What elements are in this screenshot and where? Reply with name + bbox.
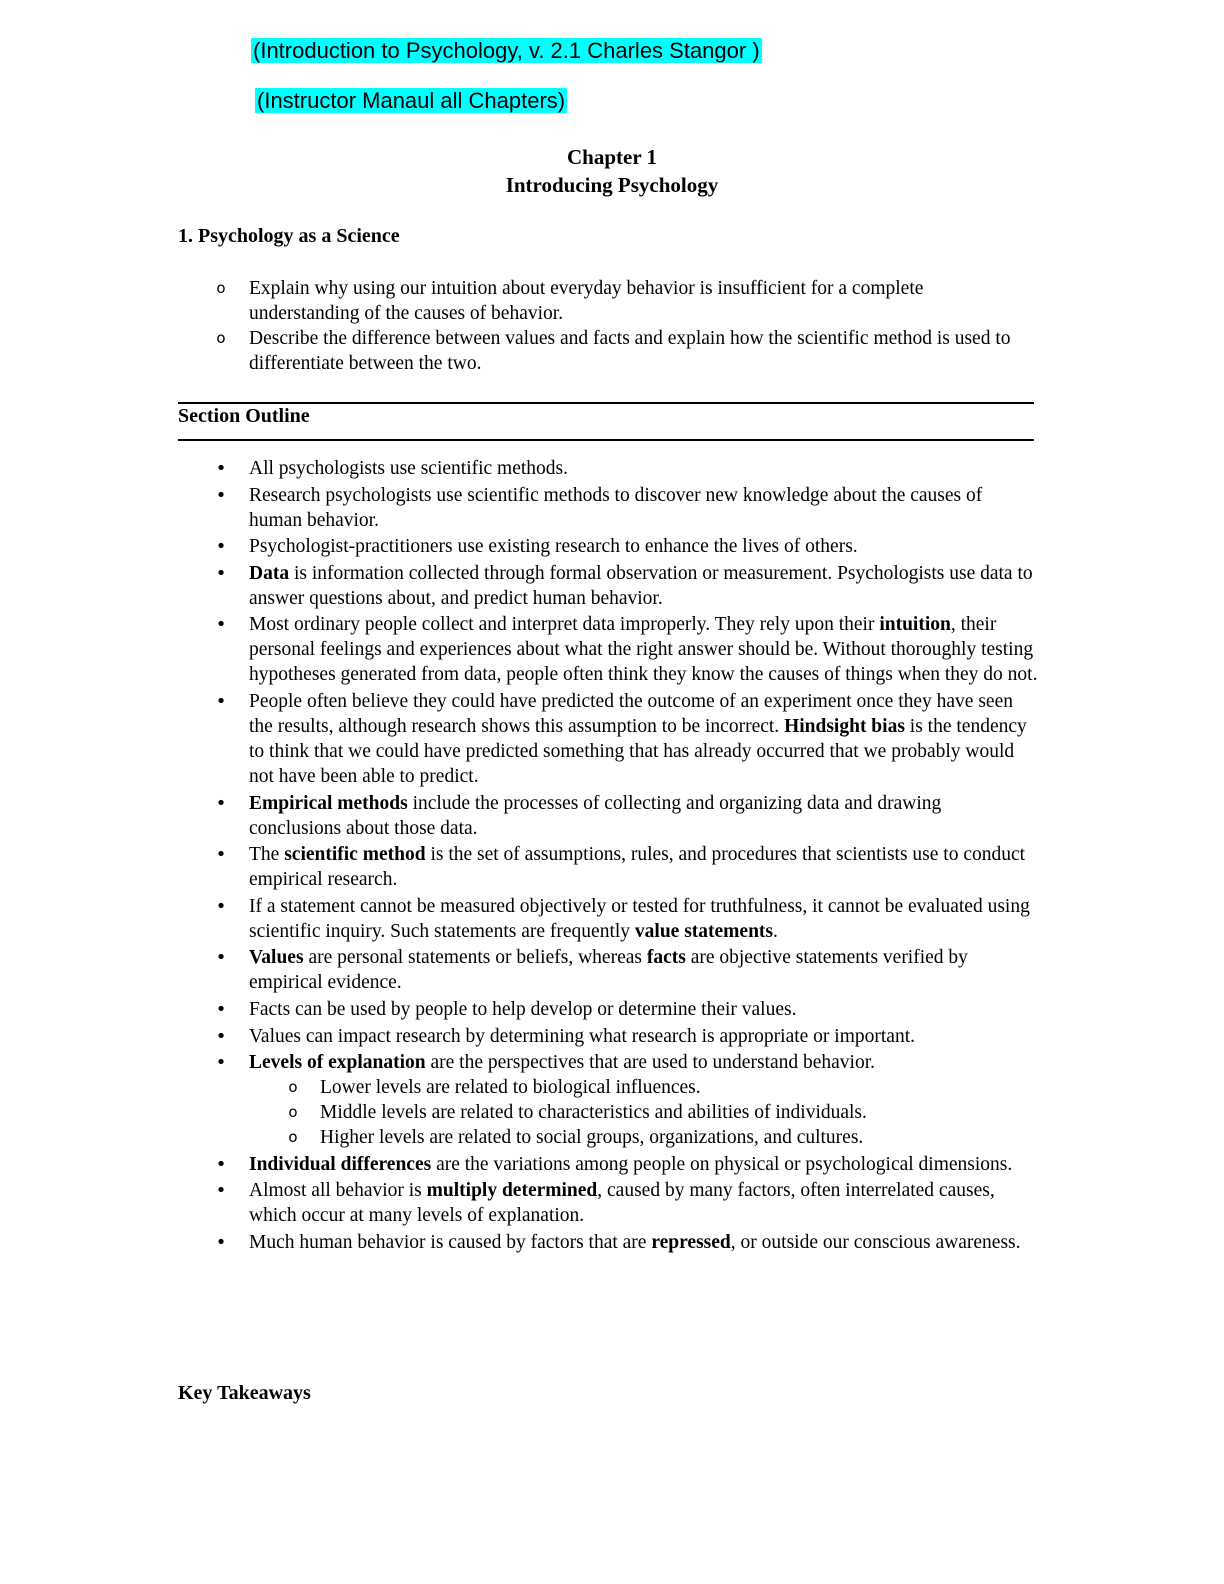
circle-bullet-icon: o: [288, 1103, 298, 1122]
list-item: [178, 276, 1038, 326]
text-run: Facts can be used by people to help develop or determine their values.: [249, 998, 797, 1020]
list-item: [178, 842, 1038, 892]
text-run: Values can impact research by determining what research is appropriate or important.: [249, 1025, 915, 1047]
bullet-icon: •: [215, 1180, 227, 1202]
text-run: is the set of assumptions, rules, and procedures that scientists use to conduct empirical research.: [249, 844, 1026, 891]
list-item: [178, 456, 1038, 481]
outline-item-text: [249, 947, 968, 993]
list-item: [178, 1178, 1038, 1228]
chapter-number: Chapter 1: [566, 145, 658, 169]
outline-item-text: [249, 1026, 915, 1047]
list-item: [178, 612, 1038, 687]
bullet-icon: •: [215, 844, 227, 866]
text-run: , caused by many factors, often interrelated causes, which occur at many levels of explanation.: [249, 1180, 995, 1227]
bullet-icon: •: [215, 895, 227, 917]
list-item: [178, 483, 1038, 533]
divider-bottom: [178, 439, 1034, 441]
text-run: If a statement cannot be measured objectively or tested for truthfulness, it cannot be evaluated using scientific inquiry. Such statements are frequently: [249, 895, 1030, 942]
outline-item-text: [249, 458, 568, 479]
bullet-icon: •: [215, 614, 227, 636]
list-item: [178, 1050, 1038, 1150]
bullet-icon: •: [215, 947, 227, 969]
circle-bullet-icon: o: [288, 1078, 298, 1097]
key-term: Individual differences: [249, 1153, 432, 1175]
outline-item-text: [249, 1232, 1021, 1253]
learning-objectives-list: [178, 276, 1038, 376]
bullet-icon: •: [215, 1153, 227, 1175]
sub-item-text: Middle levels are related to characteristics and abilities of individuals.: [320, 1102, 867, 1124]
list-item: [178, 791, 1038, 841]
text-run: are personal statements or beliefs, whereas: [303, 947, 647, 969]
text-run: Much human behavior is caused by factors that are: [249, 1231, 652, 1253]
key-term: Values: [249, 947, 304, 969]
bullet-icon: •: [215, 690, 227, 712]
text-run: .: [773, 920, 778, 942]
circle-bullet-icon: o: [216, 329, 226, 347]
text-run: Research psychologists use scientific methods to discover new knowledge about the causes of human behavior.: [249, 484, 983, 531]
bullet-icon: •: [215, 484, 227, 506]
sub-list-item: [249, 1100, 1038, 1125]
key-term: facts: [646, 947, 686, 969]
text-run: The: [249, 844, 285, 866]
section-outline-list: [178, 456, 1038, 1257]
bullet-icon: •: [215, 536, 227, 558]
bullet-icon: •: [215, 792, 227, 814]
text-run: is the tendency to think that we could have predicted something that has already occurred that we probably would not have been able to predict.: [249, 715, 1027, 787]
list-item: [178, 534, 1038, 559]
outline-item-text: [249, 844, 1025, 890]
key-term: Levels of explanation: [249, 1052, 426, 1074]
list-item: [178, 1024, 1038, 1049]
highlighted-book-title: [251, 38, 762, 64]
chapter-title: Introducing Psychology: [505, 173, 719, 197]
text-run: Almost all behavior is: [249, 1180, 427, 1202]
text-run: People often believe they could have predicted the outcome of an experiment once they have seen the results, although research shows this assumption to be incorrect.: [249, 690, 1013, 737]
outline-item-text: [249, 485, 982, 531]
bullet-icon: •: [215, 1052, 227, 1074]
text-run: are the perspectives that are used to understand behavior.: [425, 1052, 876, 1074]
bullet-icon: •: [215, 1025, 227, 1047]
bullet-icon: •: [215, 998, 227, 1020]
outline-item-text: [249, 1052, 875, 1073]
key-term: scientific method: [284, 844, 426, 866]
key-term: multiply determined: [426, 1180, 598, 1202]
key-term: Empirical methods: [249, 792, 408, 814]
list-item: [178, 1152, 1038, 1177]
list-item: [178, 561, 1038, 611]
highlighted-manual-title: [255, 88, 567, 114]
sub-list-item: [249, 1075, 1038, 1100]
key-term: intuition: [879, 614, 951, 636]
outline-item-text: [249, 999, 796, 1020]
section-outline-heading: Section Outline: [178, 405, 310, 427]
list-item: [178, 1230, 1038, 1255]
outline-item-text: [249, 1154, 1012, 1175]
sub-list: [249, 1075, 1038, 1150]
key-term: value statements: [634, 920, 774, 942]
objective-text: Explain why using our intuition about everyday behavior is insufficient for a complete understanding of the causes of behavior.: [249, 278, 924, 324]
outline-item-text: [249, 563, 1033, 609]
bullet-icon: •: [215, 562, 227, 584]
text-run: , their personal feelings and experiences about what the right answer should be. Without thoroughly testing hypotheses generated from data, people often think they know the causes of things when they do not.: [249, 614, 1038, 686]
outline-item-text: [249, 896, 1030, 942]
key-term: repressed: [651, 1231, 731, 1253]
section-heading: 1. Psychology as a Science: [178, 225, 400, 247]
list-item: [178, 945, 1038, 995]
outline-item-text: [249, 614, 1037, 685]
outline-item-text: [249, 691, 1027, 787]
highlighted-book-title-text: (Introduction to Psychology, v. 2.1 Charles Stangor ): [253, 38, 760, 63]
chapter-heading: [0, 143, 1224, 199]
text-run: Psychologist-practitioners use existing research to enhance the lives of others.: [249, 536, 858, 558]
circle-bullet-icon: o: [288, 1128, 298, 1147]
text-run: are the variations among people on physical or psychological dimensions.: [431, 1153, 1013, 1175]
key-term: Data: [249, 562, 290, 584]
list-item: [178, 689, 1038, 789]
highlighted-manual-title-text: (Instructor Manaul all Chapters): [257, 88, 566, 113]
sub-list-item: [249, 1125, 1038, 1150]
list-item: [178, 894, 1038, 944]
key-takeaways-heading: Key Takeaways: [178, 1382, 311, 1404]
sub-item-text: Higher levels are related to social groups, organizations, and cultures.: [320, 1127, 864, 1149]
text-run: Most ordinary people collect and interpret data improperly. They rely upon their: [249, 614, 880, 636]
text-run: is information collected through formal observation or measurement. Psychologists use data to answer questions about, and predict human behavior.: [249, 562, 1033, 609]
key-term: Hindsight bias: [784, 715, 905, 737]
sub-item-text: Lower levels are related to biological influences.: [320, 1077, 701, 1099]
text-run: include the processes of collecting and organizing data and drawing conclusions about those data.: [249, 792, 942, 839]
bullet-icon: •: [215, 458, 227, 479]
circle-bullet-icon: o: [216, 279, 226, 297]
text-run: are objective statements verified by empirical evidence.: [249, 947, 968, 994]
text-run: All psychologists use scientific methods.: [249, 458, 569, 479]
bullet-icon: •: [215, 1231, 227, 1253]
list-item: [178, 326, 1038, 376]
text-run: , or outside our conscious awareness.: [730, 1231, 1021, 1253]
outline-item-text: [249, 1180, 995, 1226]
outline-item-text: [249, 793, 941, 839]
outline-item-text: [249, 536, 858, 557]
objective-text: Describe the difference between values and facts and explain how the scientific method is used to differentiate between the two.: [249, 328, 1011, 374]
list-item: [178, 997, 1038, 1022]
